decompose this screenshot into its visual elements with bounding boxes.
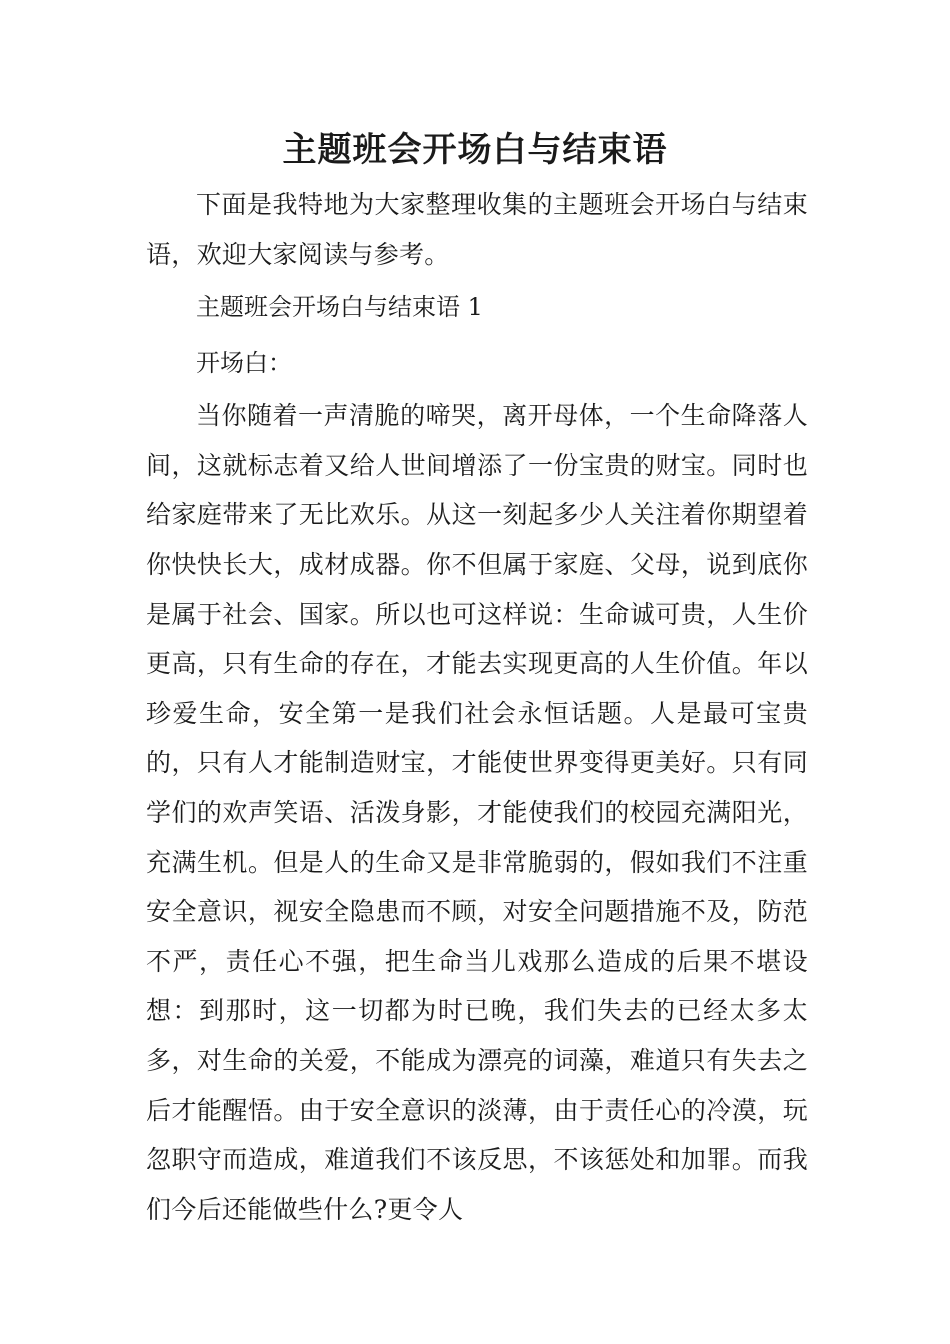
intro-paragraph: 下面是我特地为大家整理收集的主题班会开场白与结束语，欢迎大家阅读与参考。 [146, 190, 808, 269]
subheading: 开场白： [196, 349, 292, 378]
section-heading: 主题班会开场白与结束语 1 [196, 293, 483, 322]
body-paragraph: 当你随着一声清脆的啼哭，离开母体，一个生命降落人间，这就标志着又给人世间增添了一份宝贵的财宝。同时也给家庭带来了无比欢乐。从这一刻起多少人关注着你期望着你快快长大，成材成器。你不但属于家庭、父母，说到底你是属于社会、国家。所以也可这样说：生命诚可贵，人生价更高，只有生命的存在，才能去实现更高的人生价值。年以珍爱生命，安全第一是我们社会永恒话题。人是最可宝贵的，只有人才能制造财宝，才能使世界变得更美好。只有同学们的欢声笑语、活泼身影，才能使我们的校园充满阳光，充满生机。但是人的生命又是非常脆弱的，假如我们不注重安全意识，视安全隐患而不顾，对安全问题措施不及，防范不严，责任心不强，把生命当儿戏那么造成的后果不堪设想：到那时，这一切都为时已晚，我们失去的已经太多太多，对生命的关爱，不能成为漂亮的词藻，难道只有失去之后才能醒悟。由于安全意识的淡薄，由于责任心的冷漠，玩忽职守而造成，难道我们不该反思，不该惩处和加罪。而我们今后还能做些什么?更令人 [146, 401, 808, 1224]
document-body [146, 180, 808, 1234]
document-title: 主题班会开场白与结束语 [282, 130, 668, 170]
